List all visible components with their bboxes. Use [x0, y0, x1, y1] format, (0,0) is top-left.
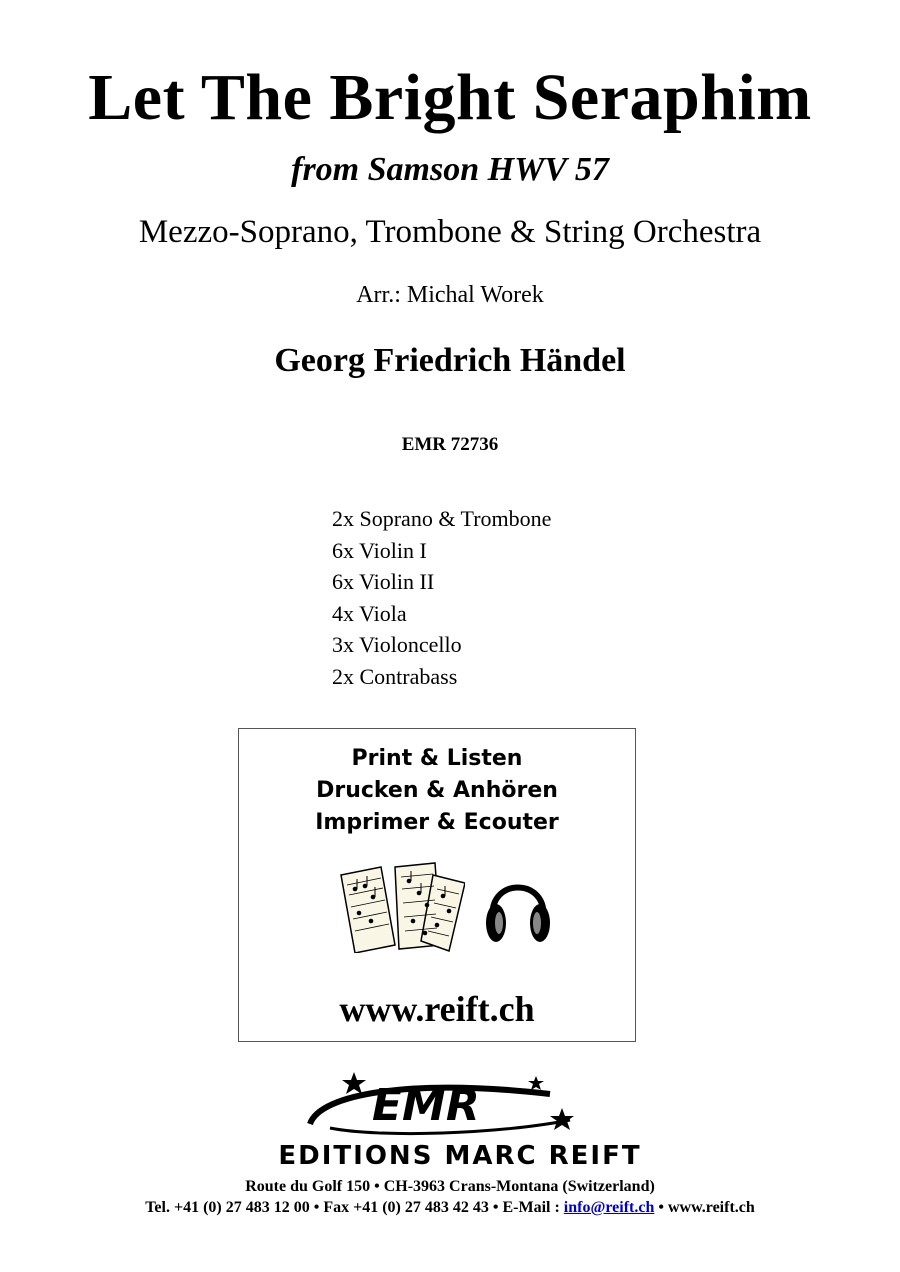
parts-list	[332, 503, 551, 692]
list-item: 6x Violin II	[332, 569, 435, 594]
promo-box	[238, 728, 636, 1042]
publisher-contact	[0, 1198, 900, 1218]
svg-text:EMR: EMR	[372, 1080, 480, 1131]
headphones-icon	[483, 867, 553, 949]
sheet-music-icon	[337, 861, 465, 953]
promo-lines	[239, 743, 635, 839]
page-title: Let The Bright Seraphim	[88, 61, 812, 134]
promo-line: Drucken & Anhören	[316, 778, 558, 803]
emr-logo	[300, 1068, 600, 1140]
contact-website: • www.reift.ch	[654, 1199, 755, 1216]
promo-url: www.reift.ch	[339, 989, 535, 1029]
email-link[interactable]: info@reift.ch	[563, 1199, 655, 1216]
publisher-address: Route du Golf 150 • CH-3963 Crans-Montana (Switzerland)	[245, 1178, 655, 1195]
list-item: 2x Soprano & Trombone	[332, 506, 552, 531]
list-item: 2x Contrabass	[332, 663, 458, 689]
arranger: Arr.: Michal Worek	[356, 282, 544, 308]
subtitle: from Samson HWV 57	[291, 151, 609, 188]
catalog-number: EMR 72736	[401, 434, 499, 455]
contact-phone-fax: Tel. +41 (0) 27 483 12 00 • Fax +41 (0) 27 483 42 43 • E-Mail :	[145, 1199, 564, 1216]
promo-line: Imprimer & Ecouter	[315, 810, 559, 835]
scoring: Mezzo-Soprano, Trombone & String Orchestra	[138, 214, 762, 250]
list-item: 3x Violoncello	[332, 632, 462, 657]
publisher-name: EDITIONS MARC REIFT	[278, 1141, 642, 1171]
composer: Georg Friedrich Händel	[274, 342, 626, 379]
promo-line: Print & Listen	[351, 746, 523, 771]
list-item: 4x Viola	[332, 600, 407, 626]
list-item: 6x Violin I	[332, 537, 427, 563]
